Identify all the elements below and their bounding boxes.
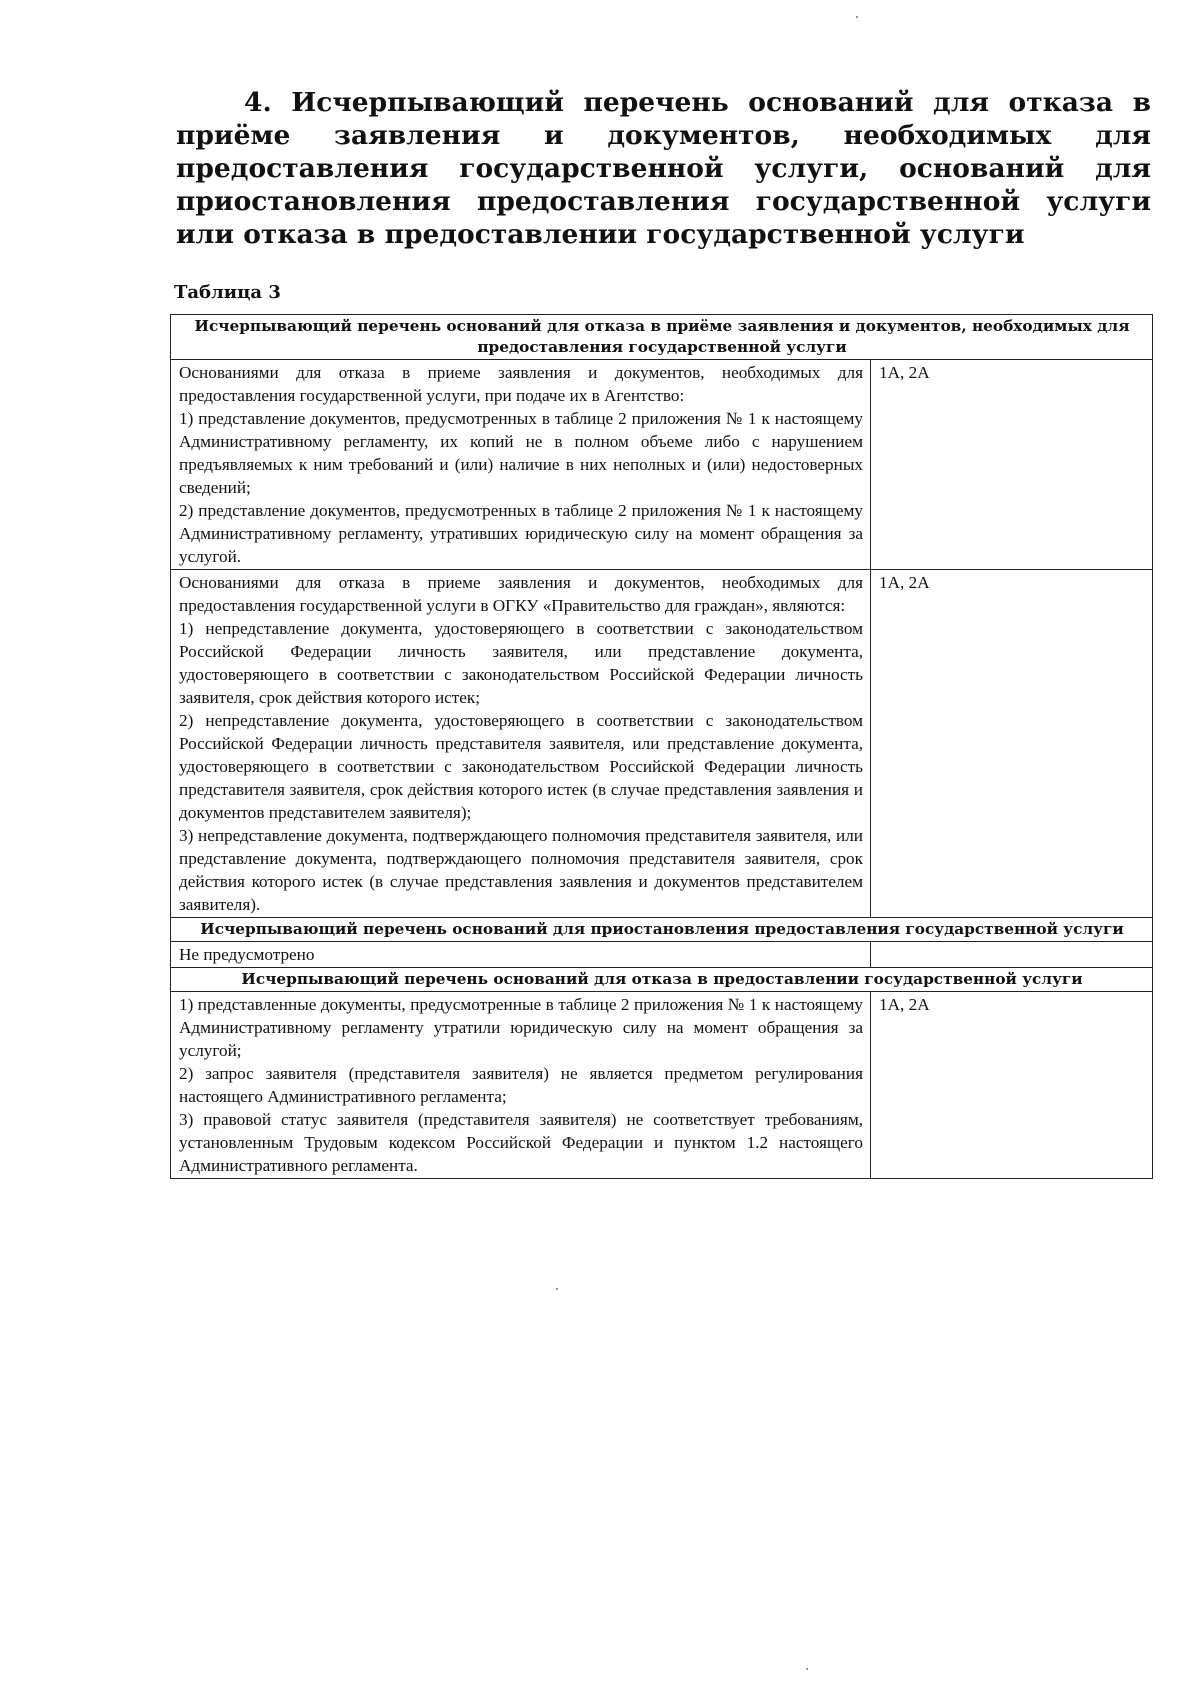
grounds-text-cell — [171, 570, 871, 918]
scan-speck — [856, 16, 858, 18]
paragraph: 2) непредставление документа, удостоверяющего в соответствии с законодательством Российской Федерации личность представителя заявителя, или представление документа, удостоверяющего в соответствии с законодательством Российской Федерации личность представителя заявителя, срок действия которого истек (в случае представления заявления и документов представителем заявителя); — [179, 711, 863, 822]
codes-cell: 1А, 2А — [871, 570, 1153, 918]
section-header-row — [171, 968, 1153, 992]
table-row — [171, 360, 1153, 570]
scan-speck — [806, 1668, 808, 1670]
table-row — [171, 942, 1153, 968]
codes-cell: 1А, 2А — [871, 360, 1153, 570]
paragraph: 3) непредставление документа, подтверждающего полномочия представителя заявителя, или представление документа, подтверждающего полномочия представителя заявителя, срок действия которого истек (в случае представления заявления и документов представителем заявителя). — [179, 826, 863, 914]
codes-cell: 1А, 2А — [871, 992, 1153, 1179]
section-header-row — [171, 315, 1153, 360]
table-row — [171, 570, 1153, 918]
grounds-text-cell — [171, 942, 871, 968]
codes-cell — [871, 942, 1153, 968]
paragraph: 1) непредставление документа, удостоверяющего в соответствии с законодательством Российской Федерации личность заявителя, или представление документа, удостоверяющего в соответствии с законодательством Российской Федерации личность заявителя, срок действия которого истек; — [179, 619, 863, 707]
grounds-text-cell — [171, 360, 871, 570]
section-header-row — [171, 918, 1153, 942]
section-heading: 4. Исчерпывающий перечень оснований для отказа в приёме заявления и документов, необходимых для предоставления государственной услуги, оснований для приостановления предоставления государственной услуги или отказа в предоставлении государственной услуги — [176, 87, 1151, 250]
section-title-refusal-service: Исчерпывающий перечень оснований для отказа в предоставлении государственной услуги — [171, 968, 1153, 992]
paragraph: 3) правовой статус заявителя (представителя заявителя) не соответствует требованиям, установленным Трудовым кодексом Российской Федерации и пунктом 1.2 настоящего Административного регламента. — [179, 1110, 863, 1175]
grounds-table — [170, 314, 1153, 1179]
table-row — [171, 992, 1153, 1179]
paragraph: Основаниями для отказа в приеме заявления и документов, необходимых для предоставления государственной услуги в ОГКУ «Правительство для граждан», являются: — [179, 573, 863, 615]
paragraph: 1) представленные документы, предусмотренные в таблице 2 приложения № 1 к настоящему Административному регламенту утратили юридическую силу на момент обращения за услугой; — [179, 995, 863, 1060]
section-title-suspension: Исчерпывающий перечень оснований для приостановления предоставления государственной услуги — [171, 918, 1153, 942]
section-title-refusal-acceptance: Исчерпывающий перечень оснований для отказа в приёме заявления и документов, необходимых для предоставления государственной услуги — [171, 315, 1153, 360]
grounds-text-cell — [171, 992, 871, 1179]
scan-speck — [556, 1288, 558, 1290]
paragraph: 1) представление документов, предусмотренных в таблице 2 приложения № 1 к настоящему Административному регламенту, их копий не в полном объеме либо с нарушением предъявляемых к ним требований и (или) наличие в них неполных и (или) недостоверных сведений; — [179, 409, 863, 497]
paragraph: 2) запрос заявителя (представителя заявителя) не является предметом регулирования настоящего Административного регламента; — [179, 1064, 863, 1106]
paragraph: 2) представление документов, предусмотренных в таблице 2 приложения № 1 к настоящему Административному регламенту, утративших юридическую силу на момент обращения за услугой. — [179, 501, 863, 566]
table-caption: Таблица 3 — [174, 282, 281, 303]
paragraph: Основаниями для отказа в приеме заявления и документов, необходимых для предоставления государственной услуги, при подаче их в Агентство: — [179, 363, 863, 405]
paragraph: Не предусмотрено — [179, 945, 315, 964]
